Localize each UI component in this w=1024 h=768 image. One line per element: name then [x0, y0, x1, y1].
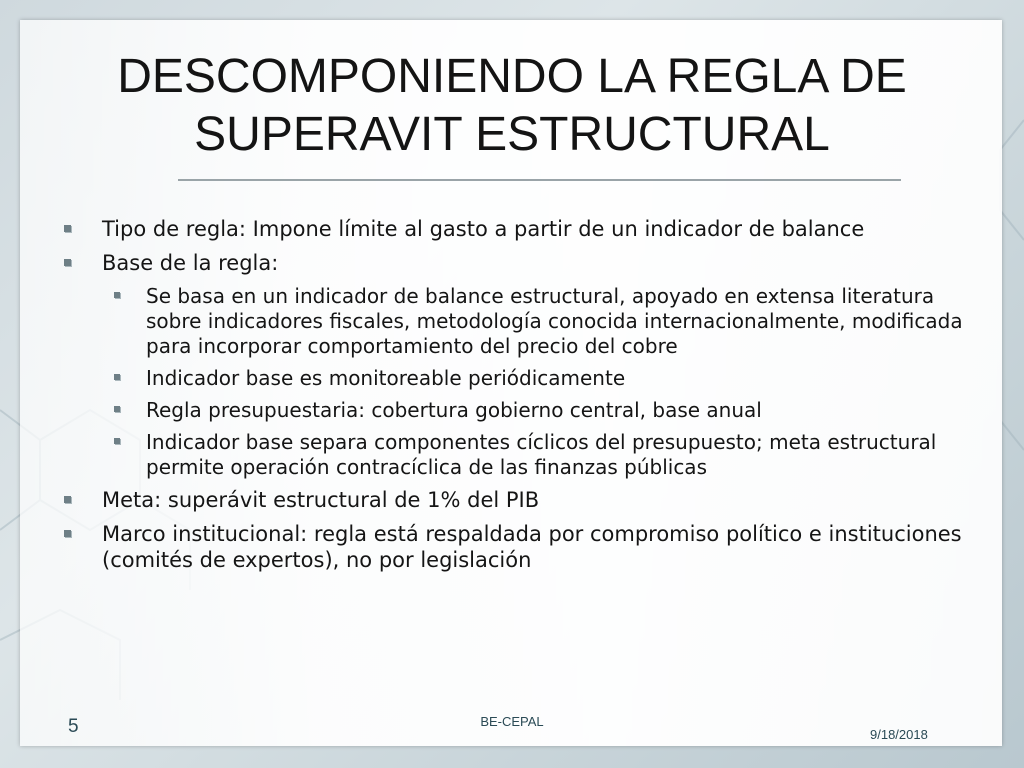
sub-bullet-text: Se basa en un indicador de balance estructural, apoyado en extensa literatura sobre indicadores fiscales, metodología conocida internacionalmente, modificada para incorporar comportamiento del precio del cobre: [146, 284, 963, 358]
square-bullet-icon: [64, 496, 71, 503]
square-bullet-icon: [114, 374, 120, 380]
square-bullet-icon: [114, 292, 120, 298]
slide-number: 5: [68, 716, 79, 737]
bullet-item: [60, 521, 980, 573]
bullet-text: Meta: superávit estructural de 1% del PIB: [102, 488, 540, 512]
square-bullet-icon: [114, 438, 120, 444]
sub-bullet-item: [60, 398, 980, 423]
sub-bullet-text: Regla presupuestaria: cobertura gobierno central, base anual: [146, 398, 762, 422]
bullet-text: Tipo de regla: Impone límite al gasto a partir de un indicador de balance: [102, 217, 865, 241]
square-bullet-icon: [64, 530, 71, 537]
bullet-item: [60, 250, 980, 276]
sub-bullet-item: [60, 284, 980, 359]
footer-date: 9/18/2018: [870, 727, 928, 742]
title-divider: [178, 179, 901, 181]
sub-bullet-item: [60, 366, 980, 391]
sub-bullet-item: [60, 430, 980, 480]
footer-label: BE-CEPAL: [480, 714, 544, 729]
sub-bullet-text: Indicador base es monitoreable periódicamente: [146, 366, 626, 390]
bullet-list: [60, 216, 980, 581]
bullet-text: Marco institucional: regla está respaldada por compromiso político e instituciones (comités de expertos), no por legislación: [102, 522, 962, 572]
square-bullet-icon: [64, 225, 71, 232]
sub-bullet-text: Indicador base separa componentes cíclicos del presupuesto; meta estructural permite operación contracíclica de las finanzas públicas: [146, 430, 937, 479]
square-bullet-icon: [64, 259, 71, 266]
bullet-text: Base de la regla:: [102, 251, 279, 275]
bullet-item: [60, 216, 980, 242]
slide-title: DESCOMPONIENDO LA REGLA DE SUPERAVIT ESTRUCTURAL: [117, 50, 907, 161]
bullet-item: [60, 487, 980, 513]
square-bullet-icon: [114, 406, 120, 412]
